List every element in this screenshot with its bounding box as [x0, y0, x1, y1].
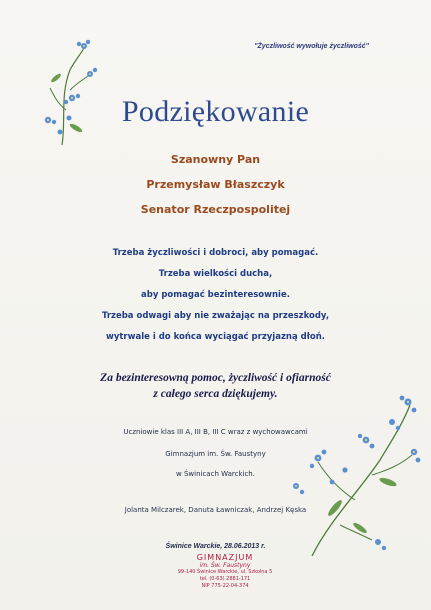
signers-text: Jolanta Milczarek, Danuta Ławniczak, Andrzej Kęska — [124, 506, 307, 514]
from-line-2: Gimnazjum im. Św. Faustyny — [165, 450, 266, 458]
recipient-title: Senator Rzeczpospolitej — [140, 203, 291, 216]
stamp-line-1: GIMNAZJUM — [196, 553, 254, 562]
stamp-line-5: NIP 775-22-04-374 — [201, 583, 249, 589]
poem-line-5: wytrwale i do końca wyciągać przyjazną dłoń. — [105, 332, 326, 342]
date-text: Świnice Warckie, 28.06.2013 r. — [165, 543, 266, 550]
stamp-line-3: 99-140 Świnice Warckie, ul. Szkolna 5 — [177, 569, 273, 575]
page-title: Podziękowanie — [121, 95, 310, 128]
poem-line-4: Trzeba odwagi aby nie zważając na przeszkody, — [101, 311, 330, 321]
motto-text: "Życzliwość wywołuje życzliwość" — [254, 43, 369, 50]
stamp-line-4: tel. (0-63) 2881-171 — [199, 576, 251, 582]
thanks-line-2: z całego serca dziękujemy. — [153, 388, 278, 400]
thanks-line-1: Za bezinteresowną pomoc, życzliwość i ofiarność — [100, 372, 331, 384]
poem-line-1: Trzeba życzliwości i dobroci, aby pomagać. — [112, 248, 319, 258]
poem-line-3: aby pomagać bezinteresownie. — [141, 290, 290, 300]
school-stamp — [160, 553, 290, 590]
poem-line-2: Trzeba wielkości ducha, — [158, 269, 273, 279]
top-left-flower-icon — [45, 40, 97, 145]
recipient-salutation: Szanowny Pan — [170, 153, 261, 166]
stamp-line-2: im. Św. Faustyny — [199, 562, 251, 569]
from-line-1: Uczniowie klas III A, III B, III C wraz z wychowawcami — [123, 428, 308, 436]
from-line-3: w Świnicach Warckich. — [176, 470, 255, 478]
recipient-name: Przemysław Błaszczyk — [146, 178, 285, 191]
